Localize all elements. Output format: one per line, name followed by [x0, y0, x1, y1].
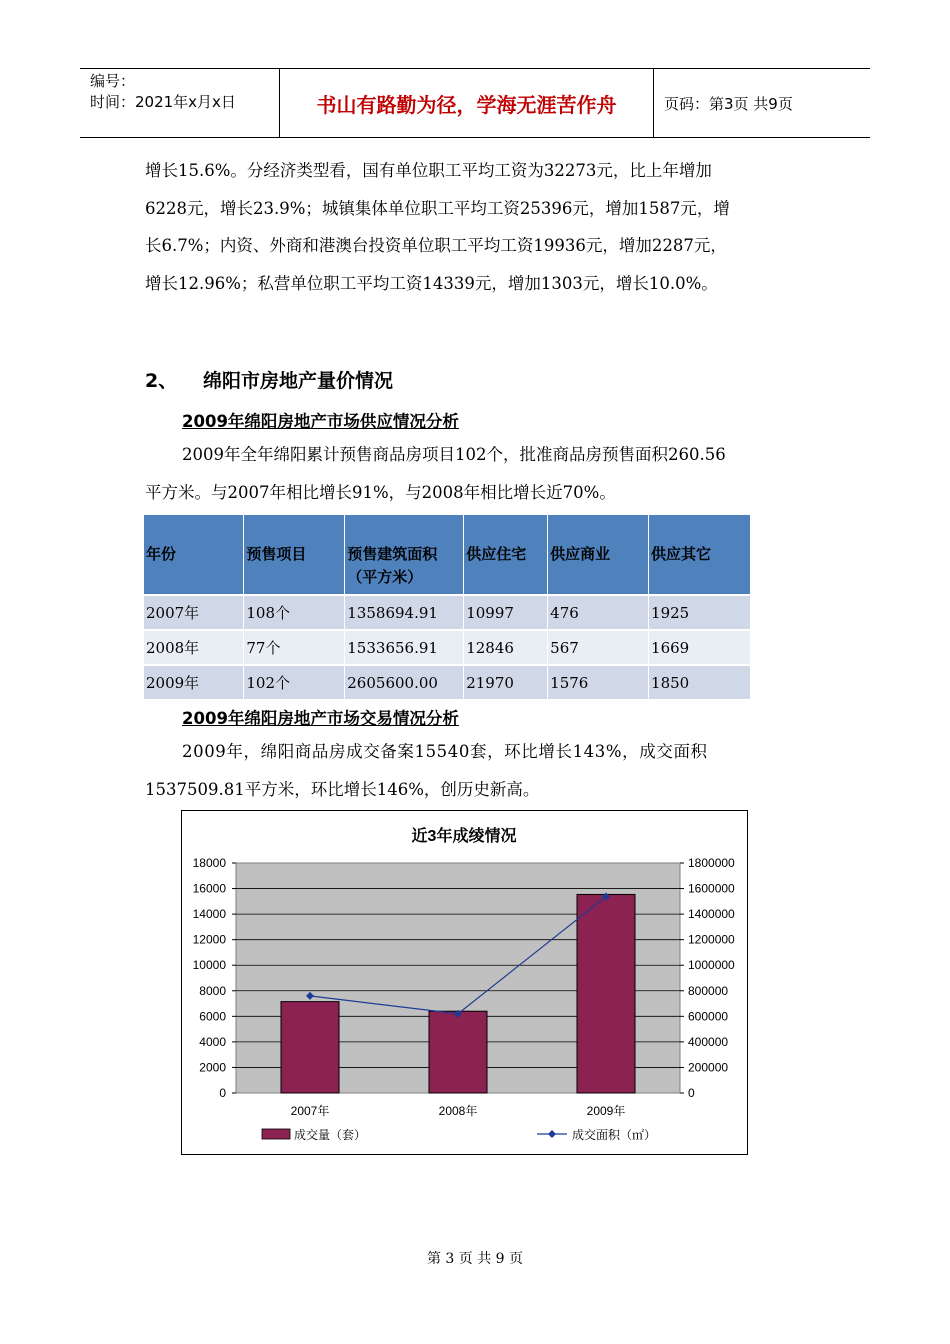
legend-marker: [548, 1130, 556, 1138]
table-cell: 77个: [244, 630, 345, 665]
table-cell: 1358694.91: [345, 595, 464, 630]
y-tick-label: 14000: [192, 907, 226, 922]
legend-swatch-bar: [262, 1129, 290, 1139]
y2-tick-label: 400000: [688, 1034, 729, 1049]
col-header-year: 年份: [144, 515, 244, 595]
legend-label: 成交量（套）: [294, 1128, 367, 1142]
intro-paragraph: [145, 152, 810, 302]
header-meta: [80, 69, 280, 137]
table-row: [144, 630, 751, 665]
intro-line: 增长15.6%。分经济类型看，国有单位职工平均工资为32273元，比上年增加: [145, 161, 712, 180]
trade-line: 2009年，绵阳商品房成交备案15540套，环比增长143%，成交面积: [182, 742, 708, 761]
bar: [577, 894, 635, 1093]
col-header-residential: 供应住宅: [464, 515, 548, 595]
y2-tick-label: 200000: [688, 1060, 729, 1075]
table-cell: 102个: [244, 665, 345, 699]
table-header-row: [144, 515, 751, 595]
legend-label: 成交面积（㎡）: [572, 1128, 657, 1142]
y2-tick-label: 0: [688, 1086, 695, 1100]
supply-table: [144, 515, 751, 699]
col-header-projects: 预售项目: [244, 515, 345, 595]
header-page-label: 页码：第3页 共9页: [664, 94, 793, 113]
number-label: 编号：: [90, 72, 136, 90]
supply-line: 平方米。与2007年相比增长91%，与2008年相比增长近70%。: [145, 482, 616, 502]
y-tick-label: 2000: [199, 1060, 226, 1075]
y-tick-label: 18000: [192, 856, 226, 870]
intro-line: 长6.7%；内资、外商和港澳台投资单位职工平均工资19936元，增加2287元，: [145, 236, 727, 255]
table-cell: 1576: [548, 665, 649, 699]
y-tick-label: 16000: [192, 881, 226, 896]
y2-tick-label: 1800000: [688, 856, 735, 870]
x-tick-label: 2009年: [586, 1104, 626, 1118]
header-motto: 书山有路勤为径，学海无涯苦作舟: [280, 69, 654, 137]
section-heading: [145, 366, 393, 393]
y-tick-label: 12000: [192, 932, 226, 947]
x-tick-label: 2008年: [438, 1104, 478, 1118]
trade-heading: 2009年绵阳房地产市场交易情况分析: [182, 709, 459, 728]
bar: [429, 1011, 487, 1093]
y2-tick-label: 1400000: [688, 907, 735, 922]
trade-line: 1537509.81平方米，环比增长146%，创历史新高。: [145, 779, 540, 799]
y-tick-label: 8000: [199, 983, 226, 998]
x-tick-label: 2007年: [290, 1104, 330, 1118]
table-cell: 12846: [464, 630, 548, 665]
table-cell: 567: [548, 630, 649, 665]
transaction-chart: [181, 810, 748, 1155]
intro-line: 增长12.96%；私营单位职工平均工资14339元，增加1303元，增长10.0%。: [145, 273, 718, 293]
supply-line: 2009年全年绵阳累计预售商品房项目102个，批准商品房预售面积260.56: [182, 445, 726, 464]
col-header-other: 供应其它: [649, 515, 751, 595]
trade-paragraph: [145, 733, 810, 808]
page-header: [80, 68, 870, 138]
section-number: 2、: [145, 370, 178, 392]
supply-heading: 2009年绵阳房地产市场供应情况分析: [182, 412, 459, 431]
intro-line: 6228元，增长23.9%；城镇集体单位职工平均工资25396元，增加1587元，增: [145, 198, 730, 218]
table-row: [144, 665, 751, 699]
table-cell: 21970: [464, 665, 548, 699]
bar: [281, 1002, 339, 1093]
y2-tick-label: 1000000: [688, 958, 735, 973]
y-tick-label: 6000: [199, 1009, 226, 1024]
time-label: 时间：2021年x月x日: [90, 93, 236, 111]
table-cell: 1925: [649, 595, 751, 630]
chart-svg: [182, 811, 747, 1154]
table-cell: 2605600.00: [345, 665, 464, 699]
table-cell: 10997: [464, 595, 548, 630]
table-cell: 476: [548, 595, 649, 630]
table-cell: 2009年: [144, 665, 244, 699]
col-header-area: 预售建筑面积（平方米）: [345, 515, 464, 595]
table-cell: 1669: [649, 630, 751, 665]
col-header-commercial: 供应商业: [548, 515, 649, 595]
y2-tick-label: 1600000: [688, 881, 735, 896]
table-cell: 2008年: [144, 630, 244, 665]
y2-tick-label: 600000: [688, 1009, 729, 1024]
table-cell: 108个: [244, 595, 345, 630]
table-cell: 2007年: [144, 595, 244, 630]
y-tick-label: 10000: [192, 958, 226, 973]
table-row: [144, 595, 751, 630]
table-cell: 1533656.91: [345, 630, 464, 665]
y-tick-label: 0: [219, 1086, 226, 1100]
table-cell: 1850: [649, 665, 751, 699]
y2-tick-label: 800000: [688, 983, 729, 998]
section-title: 绵阳市房地产量价情况: [203, 370, 394, 392]
y-tick-label: 4000: [199, 1034, 226, 1049]
page-footer: 第 3 页 共 9 页: [426, 1251, 524, 1267]
chart-title: 近3年成绫情况: [411, 828, 517, 845]
supply-paragraph: [145, 436, 810, 511]
y2-tick-label: 1200000: [688, 932, 735, 947]
